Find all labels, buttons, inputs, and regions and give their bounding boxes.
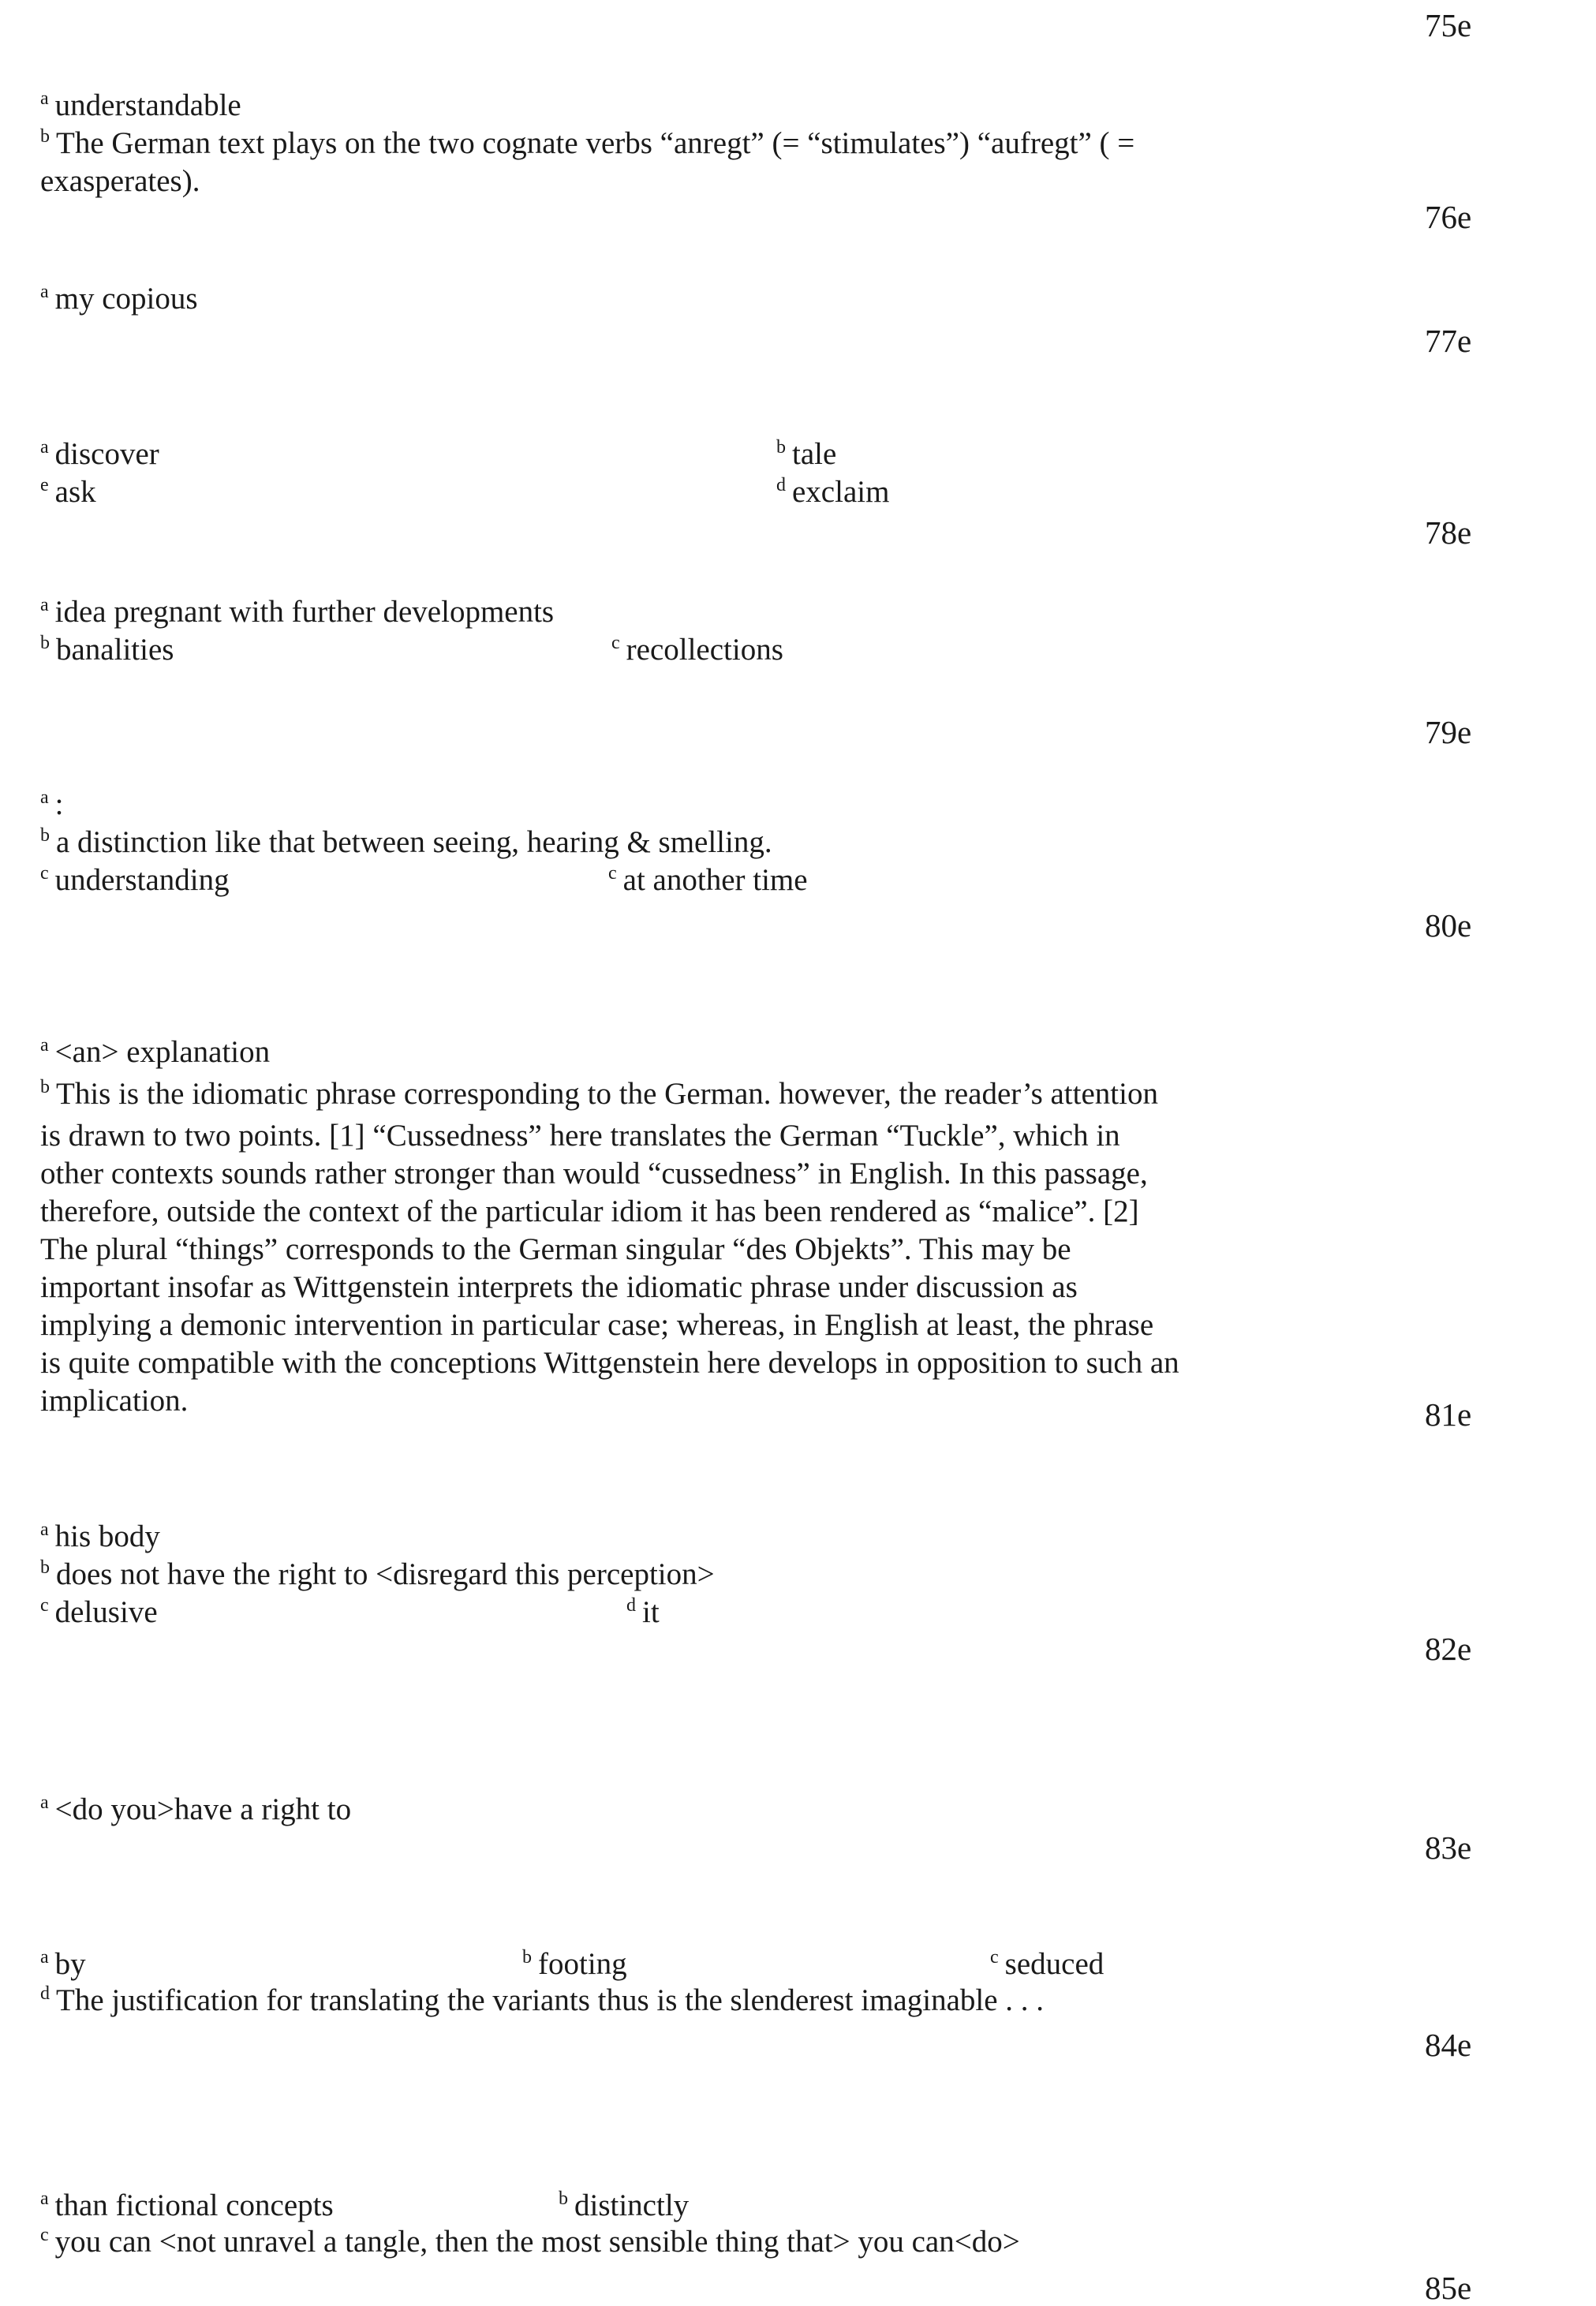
footnote-marker: a — [40, 1035, 49, 1056]
footnote-text: exasperates). — [40, 164, 200, 198]
footnote-marker: d — [626, 1595, 636, 1616]
footnote-line — [40, 2225, 1020, 2260]
footnote-line — [40, 1382, 1179, 1420]
footnote-line — [40, 1983, 1044, 2019]
footnote-line — [40, 595, 554, 630]
footnote-marker: b — [522, 1947, 532, 1968]
footnote-line — [40, 164, 200, 200]
footnote-text: : — [54, 787, 64, 821]
footnote-text: footing — [538, 1947, 627, 1981]
footnote-line — [40, 2188, 334, 2224]
footnote-text: delusive — [54, 1595, 158, 1629]
footnote-line — [608, 863, 808, 899]
footnote-text: This is the idiomatic phrase corresponding to the German. however, the reader’s attention — [56, 1077, 1158, 1111]
footnote-marker: a — [40, 787, 49, 808]
footnote-line — [40, 863, 230, 899]
page-number: 82e — [1425, 1631, 1472, 1667]
footnote-marker: d — [40, 1983, 50, 2004]
footnote-text: <an> explanation — [54, 1035, 271, 1069]
page-number: 83e — [1425, 1829, 1472, 1866]
footnote-line — [40, 1231, 1179, 1269]
page-number: 84e — [1425, 2027, 1472, 2063]
footnote-text: important insofar as Wittgenstein interprets the idiomatic phrase under discussion as — [40, 1270, 1078, 1304]
footnote-line — [40, 1075, 1179, 1117]
footnote-text: than fictional concepts — [54, 2188, 334, 2222]
footnote-text: is quite compatible with the conceptions Wittgenstein here develops in opposition to such an — [40, 1346, 1179, 1380]
footnote-text: other contexts sounds rather stronger than would “cussedness” in English. In this passage, — [40, 1157, 1148, 1190]
footnote-line — [40, 282, 198, 317]
footnote-line — [40, 1947, 86, 1983]
footnote-marker: d — [776, 475, 786, 495]
footnote-line — [40, 1519, 160, 1555]
footnote-line — [776, 437, 836, 473]
page-number: 77e — [1425, 323, 1472, 359]
footnote-marker: a — [40, 88, 49, 109]
footnote-marker: b — [40, 1557, 50, 1578]
footnote-text: understandable — [54, 88, 241, 122]
footnote-marker: a — [40, 1519, 49, 1540]
footnote-line — [40, 1344, 1179, 1382]
footnote-marker: b — [40, 633, 50, 653]
footnote-line — [40, 1117, 1179, 1155]
footnote-text: ask — [54, 475, 96, 509]
footnote-text: seduced — [1004, 1947, 1104, 1981]
footnote-line — [40, 475, 96, 510]
footnote-marker: e — [40, 475, 49, 495]
footnote-text: therefore, outside the context of the particular idiom it has been rendered as “malice”. [2] — [40, 1194, 1139, 1228]
footnote-text: The German text plays on the two cognate verbs “anregt” (= “stimulates”) “aufregt” ( = — [56, 126, 1135, 160]
page-number: 76e — [1425, 199, 1472, 235]
footnote-line — [776, 475, 889, 510]
footnote-text: exclaim — [792, 475, 890, 509]
page-number: 78e — [1425, 514, 1472, 551]
footnote-text: understanding — [54, 863, 230, 897]
footnote-text: distinctly — [574, 2188, 690, 2222]
footnote-line — [522, 1947, 627, 1983]
footnote-line — [559, 2188, 689, 2224]
footnote-text: The plural “things” corresponds to the German singular “des Objekts”. This may be — [40, 1232, 1071, 1266]
footnote-marker: c — [608, 863, 617, 884]
footnote-line — [990, 1947, 1104, 1983]
footnote-line — [40, 825, 772, 861]
footnote-text: my copious — [54, 282, 198, 316]
footnote-text: a distinction like that between seeing, hearing & smelling. — [56, 825, 772, 859]
footnote-marker: a — [40, 1947, 49, 1968]
footnote-text: you can <not unravel a tangle, then the most sensible thing that> you can<do> — [54, 2225, 1020, 2259]
footnote-text: tale — [792, 437, 837, 471]
footnote-line — [40, 787, 64, 823]
footnote-line — [611, 633, 783, 668]
footnote-marker: b — [40, 126, 50, 147]
footnote-text: The justification for translating the variants thus is the slenderest imaginable . . . — [56, 1983, 1045, 2017]
footnote-line — [40, 1033, 1179, 1075]
page-number: 85e — [1425, 2270, 1472, 2306]
footnote-line — [40, 1595, 158, 1631]
footnote-line — [40, 1792, 351, 1828]
footnote-marker: c — [40, 863, 49, 884]
footnote-line — [40, 88, 241, 124]
footnote-text: his body — [54, 1519, 160, 1553]
footnote-line — [40, 1306, 1179, 1344]
footnote-text: by — [54, 1947, 86, 1981]
footnote-text: implication. — [40, 1384, 189, 1418]
footnote-text: does not have the right to <disregard this perception> — [56, 1557, 715, 1591]
footnote-marker: c — [611, 633, 620, 653]
footnote-line — [40, 437, 159, 473]
footnote-text: is drawn to two points. [1] “Cussedness” here translates the German “Tuckle”, which in — [40, 1119, 1120, 1153]
footnote-marker: c — [990, 1947, 999, 1968]
footnote-text: idea pregnant with further developments — [54, 595, 555, 629]
footnote-marker: c — [40, 1595, 49, 1616]
footnote-line — [40, 1193, 1179, 1231]
footnote-line — [626, 1595, 660, 1631]
footnote-line — [40, 1269, 1179, 1306]
page-number: 80e — [1425, 907, 1472, 944]
footnote-marker: b — [40, 1077, 50, 1097]
footnote-marker: a — [40, 437, 49, 458]
footnote-marker: a — [40, 282, 49, 302]
footnote-marker: b — [40, 825, 50, 846]
footnote-marker: c — [40, 2225, 49, 2245]
footnote-line — [40, 633, 174, 668]
footnote-text: it — [642, 1595, 660, 1629]
footnote-line — [40, 1155, 1179, 1193]
footnote-marker: a — [40, 2188, 49, 2209]
page-number: 75e — [1425, 7, 1472, 43]
footnote-text: banalities — [56, 633, 174, 667]
footnote-paragraph — [40, 1033, 1179, 1420]
footnote-text: implying a demonic intervention in particular case; whereas, in English at least, the phrase — [40, 1308, 1154, 1342]
footnote-text: <do you>have a right to — [54, 1792, 352, 1826]
footnote-marker: a — [40, 1792, 49, 1813]
page-number: 81e — [1425, 1396, 1472, 1433]
footnote-marker: b — [776, 437, 786, 458]
footnote-line — [40, 1557, 715, 1593]
footnote-text: discover — [54, 437, 159, 471]
footnote-text: recollections — [626, 633, 783, 667]
footnote-marker: a — [40, 595, 49, 615]
page-number: 79e — [1425, 714, 1472, 750]
footnote-line — [40, 126, 1134, 162]
footnote-marker: b — [559, 2188, 568, 2209]
footnote-text: at another time — [622, 863, 808, 897]
